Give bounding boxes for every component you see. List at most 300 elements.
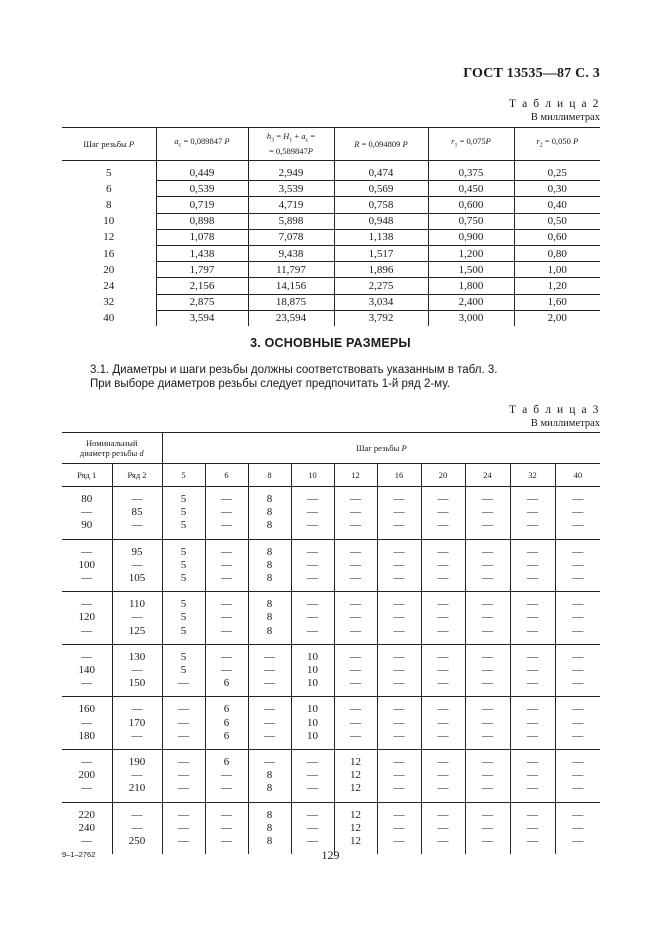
table3-cell: —: [510, 717, 555, 730]
paragraph-1: 3.1. Диаметры и шаги резьбы должны соответствовать указанным в табл. 3.: [90, 364, 498, 376]
table3-cell: 8: [248, 506, 291, 519]
table3-cell: —: [421, 677, 465, 690]
table3-cell: —: [465, 664, 510, 677]
table3-row: [62, 572, 600, 585]
table3-cell: —: [421, 769, 465, 782]
table2-cell: 0,25: [514, 165, 600, 181]
table3-cell: 6: [205, 703, 248, 716]
table3-cell: —: [572, 572, 584, 585]
table2-header: $r_1 = 0,075P$: [428, 128, 514, 161]
table3-cell: 110: [112, 598, 162, 611]
table3-row: [62, 506, 600, 519]
table3-cell: —: [510, 598, 555, 611]
table2-header: $a_c = 0,089847$ P: [156, 128, 248, 161]
table3-cell: —: [112, 809, 162, 822]
table3-cell: —: [465, 769, 510, 782]
table3-cell: —: [112, 493, 162, 506]
table3-cell: —: [421, 506, 465, 519]
table3-cell: —: [510, 782, 555, 795]
table3-cell: —: [421, 611, 465, 624]
table3-cell: 130: [112, 651, 162, 664]
table3-cell: —: [162, 756, 205, 769]
table3-cell: 8: [248, 625, 291, 638]
table3-cell: —: [377, 769, 421, 782]
table3-cell: —: [421, 782, 465, 795]
table3-cell: 125: [112, 625, 162, 638]
table3-cell: —: [377, 756, 421, 769]
table3-cell: 6: [205, 717, 248, 730]
table3-cell: —: [112, 703, 162, 716]
table3-cell: —: [572, 756, 584, 769]
table3-cell: —: [421, 519, 465, 532]
table3-row: [62, 769, 600, 782]
table3-cell: —: [162, 703, 205, 716]
table3-cell: 140: [62, 664, 112, 677]
table3-cell: —: [421, 664, 465, 677]
step-header-10: 10: [291, 464, 334, 487]
table3-cell: —: [572, 611, 584, 624]
table3-cell: —: [377, 835, 421, 848]
table3-cell: 6: [205, 677, 248, 690]
table3-cell: —: [421, 717, 465, 730]
table3-cell: —: [205, 519, 248, 532]
table3-cell: —: [421, 559, 465, 572]
table2-cell: 1,797: [156, 262, 248, 278]
table3-cell: —: [334, 598, 377, 611]
table3-cell: —: [510, 611, 555, 624]
table2-cell: 0,900: [428, 229, 514, 245]
table3-cell: —: [465, 822, 510, 835]
table3-cell: —: [291, 598, 334, 611]
table3-cell: —: [334, 651, 377, 664]
table3-cell: —: [377, 677, 421, 690]
table3-cell: 8: [248, 572, 291, 585]
table2-cell: 1,438: [156, 245, 248, 261]
table2-cell: 0,569: [334, 181, 428, 197]
table3-cell: —: [510, 822, 555, 835]
table2-cell: 0,30: [514, 181, 600, 197]
table3-cell: —: [377, 625, 421, 638]
step-header-5: 5: [162, 464, 205, 487]
table3-cell: 5: [162, 611, 205, 624]
table2-cell: 1,00: [514, 262, 600, 278]
table2-cell: 3,034: [334, 294, 428, 310]
table3-cell: —: [248, 717, 291, 730]
table3-cell: —: [510, 835, 555, 848]
table3-cell: —: [510, 559, 555, 572]
table3-cell: —: [421, 493, 465, 506]
table3-cell: —: [510, 493, 555, 506]
table3-cell: —: [62, 572, 112, 585]
table2-cell: 3,594: [156, 310, 248, 326]
table3-cell: 10: [291, 730, 334, 743]
table2-cell: 0,375: [428, 165, 514, 181]
table2-cell: 1,517: [334, 245, 428, 261]
thread-step-header: Шаг резьбы P: [162, 433, 600, 464]
table3-cell: —: [421, 598, 465, 611]
table2-cell: 5: [62, 165, 156, 181]
table2-cell: 0,449: [156, 165, 248, 181]
table3-cell: —: [510, 651, 555, 664]
table3-cell: —: [421, 625, 465, 638]
table3-cell: 5: [162, 559, 205, 572]
table3-row: [62, 625, 600, 638]
table3-cell: 10: [291, 651, 334, 664]
table3-cell: —: [334, 717, 377, 730]
table3-cell: 5: [162, 651, 205, 664]
table3-cell: —: [248, 756, 291, 769]
table3-cell: —: [572, 493, 584, 505]
table3-cell: —: [205, 546, 248, 559]
table3-cell: —: [421, 835, 465, 848]
table2-cell: 0,750: [428, 213, 514, 229]
table3-cell: —: [377, 664, 421, 677]
table3-cell: —: [377, 519, 421, 532]
table2-cell: 0,40: [514, 197, 600, 213]
table2-cell: 7,078: [248, 229, 334, 245]
table3-cell: —: [334, 677, 377, 690]
table3-row: [62, 664, 600, 677]
page-number: 129: [321, 848, 340, 862]
table3-cell: 8: [248, 559, 291, 572]
table3-cell: —: [572, 782, 584, 795]
table3-row: [62, 493, 600, 506]
table2-cell: 1,800: [428, 278, 514, 294]
step-header-32: 32: [510, 464, 555, 487]
table3-cell: —: [205, 611, 248, 624]
table3-cell: —: [291, 519, 334, 532]
table3-cell: —: [248, 664, 291, 677]
step-header-12: 12: [334, 464, 377, 487]
step-header-40: 40: [555, 464, 600, 487]
table3-cell: —: [62, 756, 112, 769]
row1-header: Ряд 1: [62, 464, 112, 487]
table3-cell: 8: [248, 769, 291, 782]
table3-cell: 105: [112, 572, 162, 585]
table3-cell: 80: [62, 493, 112, 506]
table3-cell: 8: [248, 809, 291, 822]
table3-cell: —: [291, 546, 334, 559]
table3-cell: —: [248, 730, 291, 743]
table3-cell: —: [62, 835, 112, 848]
table3-cell: —: [205, 664, 248, 677]
table3-cell: 5: [162, 493, 205, 506]
table2-cell: 23,594: [248, 310, 334, 326]
table3-cell: —: [421, 730, 465, 743]
table3-cell: —: [421, 546, 465, 559]
table3-cell: —: [205, 598, 248, 611]
table3-cell: —: [465, 677, 510, 690]
table3-cell: 240: [62, 822, 112, 835]
table3-cell: —: [510, 809, 555, 822]
table3-cell: —: [377, 611, 421, 624]
table3-cell: —: [572, 703, 584, 716]
table3-cell: —: [465, 546, 510, 559]
table3-cell: —: [112, 664, 162, 677]
table3-cell: —: [291, 625, 334, 638]
table3-cell: —: [334, 703, 377, 716]
table3-cell: —: [291, 835, 334, 848]
table3-cell: —: [62, 546, 112, 559]
paragraph-2: При выборе диаметров резьбы следует предпочитать 1-й ряд 2-му.: [90, 378, 450, 390]
table3-cell: —: [377, 822, 421, 835]
table3-cell: —: [465, 717, 510, 730]
table3-row: [62, 756, 600, 769]
table3-cell: 8: [248, 598, 291, 611]
table2-cell: 6: [62, 181, 156, 197]
table3-cell: —: [205, 782, 248, 795]
table2-cell: 9,438: [248, 245, 334, 261]
table3-cell: —: [572, 664, 584, 677]
table3-cell: 8: [248, 611, 291, 624]
table3-cell: 8: [248, 822, 291, 835]
table2-header: $r_2 = 0,050$ P: [514, 128, 600, 161]
table3-row: [62, 809, 600, 822]
table3-row: [62, 703, 600, 716]
table2-cell: 0,948: [334, 213, 428, 229]
table3-row: [62, 611, 600, 624]
table2-header: $h_3 = H_1 + a_c$ = = 0,589847P: [248, 128, 334, 161]
table3-cell: —: [162, 769, 205, 782]
table2-cell: 1,078: [156, 229, 248, 245]
table2-cell: 1,896: [334, 262, 428, 278]
table3-row: [62, 519, 600, 532]
table2-cell: 20: [62, 262, 156, 278]
table3-cell: 90: [62, 519, 112, 532]
table2-cell: 40: [62, 310, 156, 326]
table3-row: [62, 822, 600, 835]
table2-cell: 0,719: [156, 197, 248, 213]
table3-cell: 12: [334, 782, 377, 795]
row2-header: Ряд 2: [112, 464, 162, 487]
table2-cell: 0,898: [156, 213, 248, 229]
table3-cell: —: [248, 651, 291, 664]
table3-cell: —: [62, 717, 112, 730]
table3-row: [62, 546, 600, 559]
table2-cell: 0,50: [514, 213, 600, 229]
table3-cell: —: [465, 572, 510, 585]
table3: [62, 432, 600, 854]
table3-cell: 100: [62, 559, 112, 572]
table3-cell: 6: [205, 756, 248, 769]
table3-cell: —: [510, 664, 555, 677]
table3-cell: 220: [62, 809, 112, 822]
table3-cell: 190: [112, 756, 162, 769]
table2-cell: 5,898: [248, 213, 334, 229]
table2: [62, 127, 600, 326]
table3-cell: —: [465, 730, 510, 743]
table3-cell: 120: [62, 611, 112, 624]
table3-cell: —: [334, 506, 377, 519]
table2-cell: 1,500: [428, 262, 514, 278]
table3-cell: —: [572, 729, 584, 742]
table3-cell: 6: [205, 730, 248, 743]
table3-cell: —: [465, 506, 510, 519]
table2-cell: 1,200: [428, 245, 514, 261]
table3-unit: В миллиметрах: [530, 418, 600, 429]
table3-cell: —: [572, 716, 584, 729]
table3-cell: —: [112, 559, 162, 572]
table3-cell: —: [421, 572, 465, 585]
table3-cell: —: [162, 717, 205, 730]
table3-cell: —: [162, 835, 205, 848]
table2-row: [62, 262, 600, 278]
table2-cell: 2,275: [334, 278, 428, 294]
table3-cell: 250: [112, 835, 162, 848]
table3-row: [62, 782, 600, 795]
table2-cell: 24: [62, 278, 156, 294]
table3-cell: —: [465, 625, 510, 638]
table2-row: [62, 197, 600, 213]
table3-cell: —: [510, 572, 555, 585]
table3-cell: —: [465, 651, 510, 664]
table3-cell: —: [205, 559, 248, 572]
table3-cell: —: [572, 808, 584, 821]
table3-cell: —: [421, 822, 465, 835]
table3-cell: —: [112, 611, 162, 624]
table2-cell: 32: [62, 294, 156, 310]
table3-cell: 5: [162, 572, 205, 585]
table3-cell: 8: [248, 519, 291, 532]
table3-cell: —: [162, 677, 205, 690]
table3-cell: 150: [112, 677, 162, 690]
table3-cell: —: [334, 519, 377, 532]
table3-cell: —: [377, 559, 421, 572]
table2-cell: 10: [62, 213, 156, 229]
table3-cell: —: [162, 809, 205, 822]
table3-cell: 12: [334, 769, 377, 782]
table3-cell: —: [162, 782, 205, 795]
table2-cell: 18,875: [248, 294, 334, 310]
table3-cell: —: [572, 677, 584, 690]
table3-cell: —: [62, 625, 112, 638]
table2-cell: 2,949: [248, 165, 334, 181]
table2-row: [62, 278, 600, 294]
print-code: 9–1–2762: [62, 850, 96, 859]
table3-cell: —: [572, 545, 584, 558]
table3-cell: —: [62, 598, 112, 611]
table2-row: [62, 294, 600, 310]
table3-row: [62, 730, 600, 743]
table3-cell: —: [377, 717, 421, 730]
table3-cell: —: [510, 519, 555, 532]
table3-cell: —: [334, 546, 377, 559]
table3-cell: 5: [162, 625, 205, 638]
table3-cell: —: [334, 611, 377, 624]
table2-cell: 4,719: [248, 197, 334, 213]
table3-cell: 210: [112, 782, 162, 795]
table3-cell: —: [377, 493, 421, 506]
table3-cell: 12: [334, 756, 377, 769]
table3-cell: —: [291, 559, 334, 572]
table3-cell: —: [205, 769, 248, 782]
table3-cell: —: [572, 821, 584, 834]
table3-cell: —: [377, 598, 421, 611]
table3-cell: —: [377, 651, 421, 664]
table3-cell: —: [291, 822, 334, 835]
table3-cell: —: [248, 677, 291, 690]
table2-row: [62, 310, 600, 326]
table3-cell: —: [112, 519, 162, 532]
table3-cell: 160: [62, 703, 112, 716]
table3-cell: —: [572, 598, 584, 611]
table2-cell: 0,80: [514, 245, 600, 261]
table2-cell: 2,00: [547, 312, 567, 325]
table3-cell: —: [205, 651, 248, 664]
table3-cell: 5: [162, 519, 205, 532]
table3-cell: —: [62, 782, 112, 795]
table3-cell: 5: [162, 598, 205, 611]
table3-cell: —: [205, 809, 248, 822]
table2-cell: 0,539: [156, 181, 248, 197]
nominal-diameter-header: Номинальный диаметр резьбы d: [62, 433, 162, 464]
section-title: 3. ОСНОВНЫЕ РАЗМЕРЫ: [250, 336, 411, 350]
table2-header: Шаг резьбы P: [62, 128, 156, 161]
table3-cell: —: [377, 572, 421, 585]
table2-cell: 2,400: [428, 294, 514, 310]
table2-cell: 3,792: [334, 310, 428, 326]
table2-row: [62, 181, 600, 197]
table3-caption: Т а б л и ц а 3: [508, 404, 600, 416]
table3-cell: —: [572, 624, 584, 637]
table3-cell: —: [572, 650, 584, 663]
table3-cell: —: [465, 782, 510, 795]
table2-cell: 2,156: [156, 278, 248, 294]
table3-cell: 12: [334, 822, 377, 835]
table3-cell: —: [510, 703, 555, 716]
step-header-24: 24: [465, 464, 510, 487]
table3-cell: —: [572, 519, 584, 532]
table3-cell: 10: [291, 717, 334, 730]
table3-cell: —: [334, 493, 377, 506]
table3-cell: —: [465, 598, 510, 611]
table2-cell: 12: [62, 229, 156, 245]
table3-cell: 5: [162, 664, 205, 677]
table3-cell: —: [377, 782, 421, 795]
table3-cell: —: [377, 809, 421, 822]
table3-cell: 170: [112, 717, 162, 730]
table2-cell: 0,474: [334, 165, 428, 181]
step-header-16: 16: [377, 464, 421, 487]
table3-cell: 10: [291, 677, 334, 690]
table3-cell: —: [510, 677, 555, 690]
table2-cell: 14,156: [248, 278, 334, 294]
table3-cell: —: [291, 782, 334, 795]
table2-header: R = 0,094809 P: [334, 128, 428, 161]
table3-cell: —: [205, 625, 248, 638]
table3-cell: —: [291, 506, 334, 519]
table3-cell: —: [112, 769, 162, 782]
table2-cell: 0,758: [334, 197, 428, 213]
table2-cell: 0,450: [428, 181, 514, 197]
table3-cell: —: [465, 559, 510, 572]
table3-cell: 8: [248, 493, 291, 506]
table3-cell: —: [465, 809, 510, 822]
table2-row: [62, 245, 600, 261]
table3-cell: 5: [162, 506, 205, 519]
document-header: ГОСТ 13535—87 С. 3: [463, 66, 600, 81]
table3-cell: —: [62, 677, 112, 690]
table3-cell: —: [421, 651, 465, 664]
table2-cell: 11,797: [248, 262, 334, 278]
table3-cell: —: [291, 769, 334, 782]
table2-cell: 2,875: [156, 294, 248, 310]
table3-cell: —: [205, 572, 248, 585]
table3-cell: 95: [112, 546, 162, 559]
table3-cell: —: [291, 809, 334, 822]
table3-cell: —: [510, 769, 555, 782]
table3-cell: —: [377, 730, 421, 743]
